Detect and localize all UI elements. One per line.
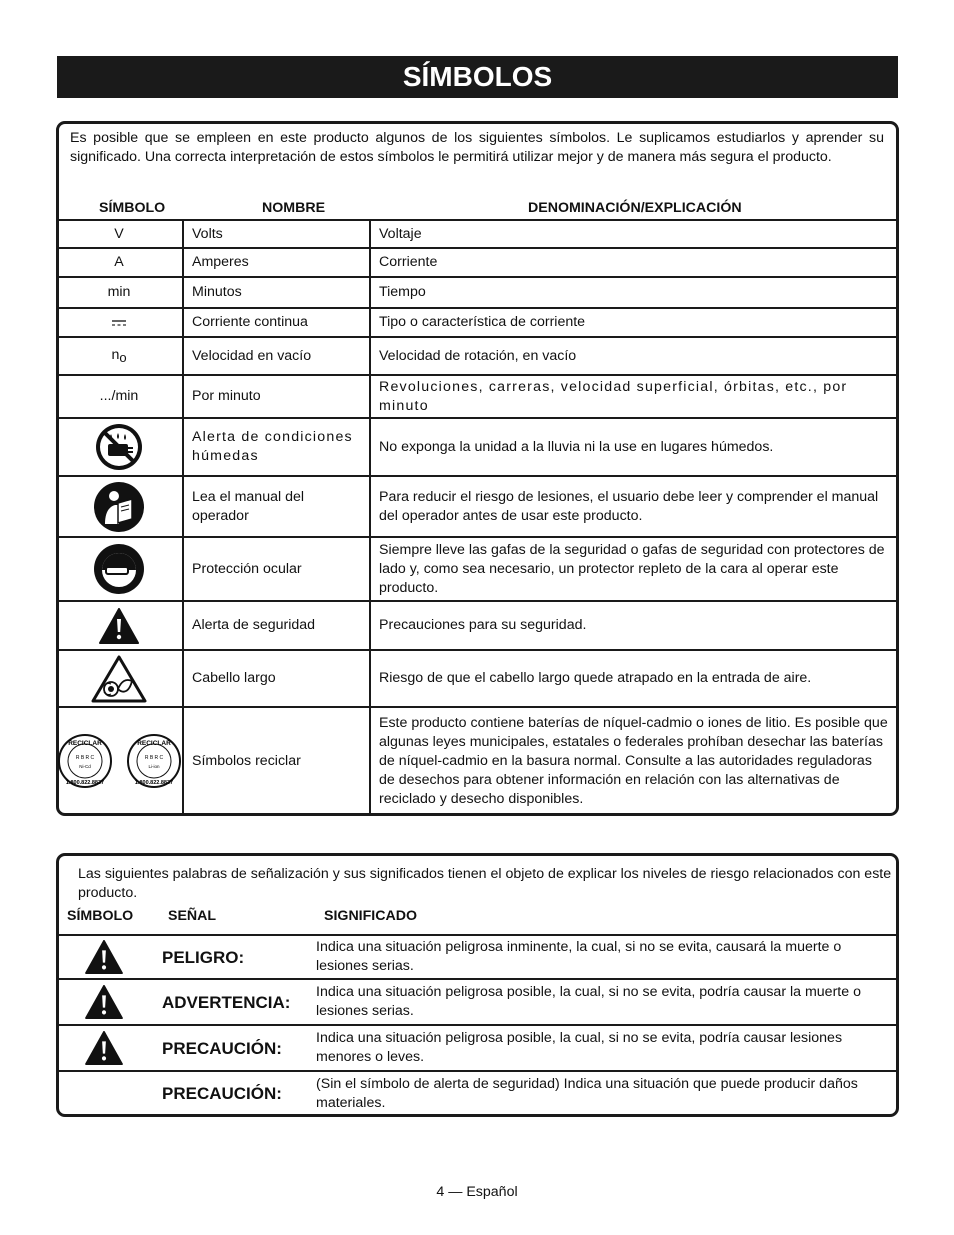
table-row [56, 277, 899, 308]
meaning-cell: Riesgo de que el cabello largo quede atrapado en la entrada de aire. [370, 650, 899, 707]
seal-phone-text: 1.800.822.8837 [134, 780, 173, 786]
symbol-cell [56, 1071, 152, 1115]
table-row [56, 337, 899, 375]
signal-words-section [56, 853, 899, 1117]
name-cell: Velocidad en vacío [183, 337, 370, 375]
table-row [56, 418, 899, 476]
name-cell: Cabello largo [183, 650, 370, 707]
signal-intro: Las siguientes palabras de señalización y sus significados tienen el objeto de explicar los niveles de riesgo relacionados con este producto. [78, 866, 892, 901]
meaning-cell: No exponga la unidad a la lluvia ni la use en lugares húmedos. [370, 418, 899, 476]
seal-top-text: RECICLAR [136, 740, 171, 747]
meaning-cell: Revoluciones, carreras, velocidad superficial, órbitas, etc., por minuto [370, 375, 899, 418]
name-cell: Alerta de seguridad [183, 601, 370, 650]
meaning-cell: Precauciones para su seguridad. [370, 601, 899, 650]
symbol-cell [56, 979, 152, 1025]
name-cell: Volts [183, 220, 370, 248]
danger-alert-icon [85, 940, 123, 974]
table-row [56, 308, 899, 337]
signal-header-signal: SEÑAL [168, 908, 217, 924]
meaning-cell: Para reducir el riesgo de lesiones, el usuario debe leer y comprender el manual del operador antes de usar este producto. [370, 476, 899, 537]
signal-header-symbol: SÍMBOLO [67, 908, 134, 924]
name-cell: Lea el manual del operador [183, 476, 370, 537]
caution-alert-icon [85, 1031, 123, 1065]
symbol-cell [56, 650, 183, 707]
name-cell: Alerta de condiciones húmedas [183, 418, 370, 476]
symbol-cell: .../min [56, 375, 183, 418]
no-load-speed-symbol: $n_o$ [111, 346, 127, 365]
meaning-cell: Siempre lleve las gafas de la seguridad o gafas de seguridad con protectores de lado y, como sea necesario, un protector repleto de la cara al operar este producto. [370, 537, 899, 601]
symbol-cell [56, 707, 183, 814]
dc-current-icon [111, 318, 127, 328]
meaning-cell: Este producto contiene baterías de níquel-cadmio o iones de litio. Es posible que algunas leyes municipales, estatales o federales prohíban desechar las baterías de níquel-cadmio en la basura normal. Consulte a las autoridades reguladoras de desechos para obtener información en relación con las alternativas de reciclado y desecho disponibles. [370, 707, 899, 814]
symbol-cell [56, 1025, 152, 1071]
meaning-cell: Voltaje [370, 220, 899, 248]
name-cell: Corriente continua [183, 308, 370, 337]
table-row [56, 601, 899, 650]
recycle-seal-nicd-icon [57, 733, 113, 789]
read-manual-icon [93, 481, 145, 533]
eye-protection-icon [93, 543, 145, 595]
table-row [56, 476, 899, 537]
table-row [56, 1025, 899, 1071]
symbols-header-meaning: DENOMINACIÓN/EXPLICACIÓN [528, 200, 742, 216]
wet-conditions-icon [94, 422, 144, 472]
recycle-seal-liion-icon [126, 733, 182, 789]
safety-alert-icon [99, 608, 139, 644]
page-footer: 4 — Español [436, 1184, 518, 1200]
table-row [56, 375, 899, 418]
table-row [56, 935, 899, 979]
signal-word: ADVERTENCIA: [152, 979, 315, 1025]
table-row [56, 220, 899, 248]
symbols-table [56, 219, 899, 814]
table-row [56, 650, 899, 707]
name-cell: Símbolos reciclar [183, 707, 370, 814]
signal-words-table [56, 934, 899, 1115]
signal-meaning: Indica una situación peligrosa posible, la cual, si no se evita, podría causar lesiones menores o leves. [315, 1025, 899, 1071]
signal-word: PRECAUCIÓN: [152, 1025, 315, 1071]
table-row [56, 248, 899, 277]
long-hair-icon [91, 655, 147, 703]
symbol-cell: A [56, 248, 183, 277]
meaning-cell: Tipo o característica de corriente [370, 308, 899, 337]
symbol-cell: min [56, 277, 183, 308]
symbols-header-name: NOMBRE [262, 200, 326, 216]
signal-meaning: (Sin el símbolo de alerta de seguridad) Indica una situación que puede producir daños materiales. [315, 1071, 899, 1115]
meaning-cell: Corriente [370, 248, 899, 277]
name-cell: Minutos [183, 277, 370, 308]
table-row [56, 1071, 899, 1115]
page-title: SÍMBOLOS [57, 56, 898, 98]
seal-sub-text: Ni-Cd [78, 764, 91, 769]
signal-word: PELIGRO: [152, 935, 315, 979]
symbol-cell: V [56, 220, 183, 248]
meaning-cell: Velocidad de rotación, en vacío [370, 337, 899, 375]
symbol-cell [56, 308, 183, 337]
meaning-cell: Tiempo [370, 277, 899, 308]
seal-middle-text: R B R C [75, 755, 94, 761]
table-row [56, 707, 899, 814]
name-cell: Por minuto [183, 375, 370, 418]
symbol-cell [56, 537, 183, 601]
recycle-seals [56, 733, 182, 789]
symbol-cell [56, 935, 152, 979]
signal-header-meaning: SIGNIFICADO [324, 908, 418, 924]
table-row [56, 979, 899, 1025]
seal-top-text: RECICLAR [67, 740, 102, 747]
signal-meaning: Indica una situación peligrosa inminente, la cual, si no se evita, causará la muerte o lesiones serias. [315, 935, 899, 979]
warning-alert-icon [85, 985, 123, 1019]
symbol-cell [56, 418, 183, 476]
symbols-section [56, 121, 899, 816]
symbols-header-symbol: SÍMBOLO [99, 200, 166, 216]
symbol-cell [56, 476, 183, 537]
seal-middle-text: R B R C [144, 755, 163, 761]
seal-phone-text: 1.800.822.8837 [65, 780, 104, 786]
name-cell: Amperes [183, 248, 370, 277]
signal-meaning: Indica una situación peligrosa posible, la cual, si no se evita, podría causar la muerte o lesiones serias. [315, 979, 899, 1025]
seal-sub-text: Li-ion [147, 764, 160, 769]
symbol-cell [56, 337, 183, 375]
name-cell: Protección ocular [183, 537, 370, 601]
table-row [56, 537, 899, 601]
symbol-cell [56, 601, 183, 650]
symbols-intro: Es posible que se empleen en este producto algunos de los siguientes símbolos. Le suplicamos estudiarlos y aprender su significado. Una correcta interpretación de estos símbolos le permitirá utilizar mejor y de manera más segura el producto. [70, 130, 884, 165]
signal-word: PRECAUCIÓN: [152, 1071, 315, 1115]
